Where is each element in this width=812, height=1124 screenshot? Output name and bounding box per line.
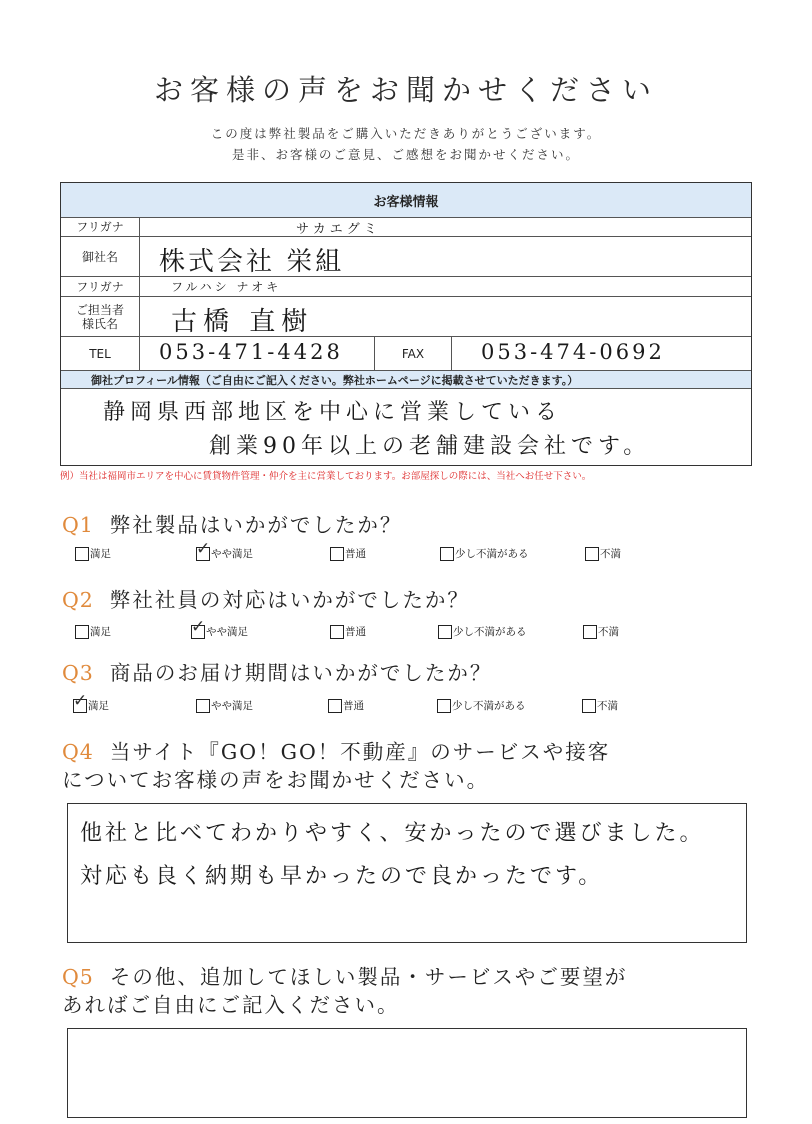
company-name-field[interactable]: 株式会社 栄組 <box>159 247 345 277</box>
q3-option-4[interactable] <box>437 698 526 713</box>
q3-option-2[interactable] <box>196 698 253 713</box>
q2-option-3[interactable] <box>330 624 366 639</box>
q2-option-4-label: 少し不満がある <box>453 626 527 638</box>
check-mark-icon: ✓ <box>191 616 206 637</box>
q3-option-3[interactable] <box>328 698 364 713</box>
checkbox-icon <box>75 625 89 639</box>
q4-answer-box[interactable] <box>67 803 747 943</box>
q4-text-line-1: 当サイト『GO！GO！不動産』のサービスや接客 <box>109 740 611 764</box>
person-label <box>61 297 140 336</box>
checkbox-icon <box>196 699 210 713</box>
q5-answer-box[interactable] <box>67 1028 747 1118</box>
q3-option-3-label: 普通 <box>343 700 364 712</box>
q1-option-5[interactable] <box>585 546 621 561</box>
q3-option-5[interactable] <box>582 698 618 713</box>
q4-text-line-2: についてお客様の声をお聞かせください。 <box>62 768 490 792</box>
company-furigana-field[interactable]: サカエグミ <box>296 222 381 237</box>
checkbox-icon <box>583 625 597 639</box>
checkbox-icon <box>330 547 344 561</box>
q3-option-5-label: 不満 <box>597 700 618 712</box>
checkbox-icon <box>582 699 596 713</box>
fax-label: FAX <box>374 337 452 370</box>
q2-option-5-label: 不満 <box>598 626 619 638</box>
question-1 <box>62 508 402 538</box>
person-furigana-field[interactable]: フルハシ ナオキ <box>171 280 282 294</box>
q2-option-3-label: 普通 <box>345 626 366 638</box>
q3-number: Q3 <box>62 661 94 685</box>
q5-number: Q5 <box>62 965 94 989</box>
fax-field[interactable]: 053-474-0692 <box>481 340 665 364</box>
checkbox-icon <box>196 538 211 561</box>
checkbox-icon <box>440 547 454 561</box>
q5-text-line-2: あればご自由にご記入ください。 <box>62 993 400 1017</box>
q4-answer-line-2: 対応も良く納期も早かったので良かったです。 <box>80 864 604 889</box>
customer-info-form <box>60 182 752 466</box>
person-label-line-1: ご担当者 <box>75 302 124 317</box>
furigana-label: フリガナ <box>61 218 140 236</box>
checkbox-icon <box>438 625 452 639</box>
q1-option-2-label: やや満足 <box>211 548 253 560</box>
page-title: お客様の声をお聞かせください <box>153 73 658 107</box>
person-furigana-row <box>61 276 751 296</box>
q2-option-1-label: 満足 <box>90 626 111 638</box>
q5-text-line-1: その他、追加してほしい製品・サービスやご要望が <box>109 965 628 989</box>
q1-option-1-label: 満足 <box>90 548 111 560</box>
q1-text: 弊社製品はいかがでしたか？ <box>109 513 403 537</box>
checkbox-icon <box>330 625 344 639</box>
tel-field[interactable]: 053-471-4428 <box>159 340 343 364</box>
company-row <box>61 236 751 276</box>
q3-option-1-label: 満足 <box>88 700 109 712</box>
example-note: 例）当社は福岡市エリアを中心に賃貸物件管理・仲介を主に営業しております。お部屋探しの際には、当社へお任せ下さい。 <box>60 471 592 482</box>
person-name-field[interactable]: 古橋 直樹 <box>171 307 314 337</box>
q2-option-2-label: やや満足 <box>206 626 248 638</box>
q1-number: Q1 <box>62 513 94 537</box>
check-mark-icon: ✓ <box>196 538 211 559</box>
company-furigana-row <box>61 217 751 236</box>
profile-line-2: 創業90年以上の老舗建設会社です。 <box>209 434 651 459</box>
tel-label: TEL <box>61 337 140 370</box>
q1-option-4[interactable] <box>440 546 529 561</box>
q2-number: Q2 <box>62 588 94 612</box>
question-3 <box>62 656 492 686</box>
form-header: お客様情報 <box>61 183 751 217</box>
q2-option-5[interactable] <box>583 624 619 639</box>
checkbox-icon <box>328 699 342 713</box>
profile-area[interactable] <box>61 388 751 465</box>
checkbox-icon <box>75 547 89 561</box>
person-furigana-label: フリガナ <box>61 277 140 296</box>
checkbox-icon <box>73 690 88 713</box>
q1-option-3-label: 普通 <box>345 548 366 560</box>
q2-option-1[interactable] <box>75 624 111 639</box>
q2-text: 弊社社員の対応はいかがでしたか？ <box>109 588 470 612</box>
company-label: 御社名 <box>61 237 140 276</box>
q2-option-2[interactable] <box>191 616 248 639</box>
question-5 <box>62 960 627 990</box>
contact-row <box>61 336 751 370</box>
q4-number: Q4 <box>62 740 94 764</box>
q3-option-4-label: 少し不満がある <box>452 700 526 712</box>
q1-option-2[interactable] <box>196 538 253 561</box>
checkbox-icon <box>585 547 599 561</box>
q1-option-3[interactable] <box>330 546 366 561</box>
checkbox-icon <box>191 616 206 639</box>
profile-header: 御社プロフィール情報（ご自由にご記入ください。弊社ホームページに掲載させていただきます。） <box>61 370 751 388</box>
person-label-line-2: 様氏名 <box>81 316 118 331</box>
question-2 <box>62 583 470 613</box>
check-mark-icon: ✓ <box>73 690 88 711</box>
profile-line-1: 静岡県西部地区を中心に営業している <box>103 400 563 425</box>
q3-option-1[interactable] <box>73 690 109 713</box>
q3-option-2-label: やや満足 <box>211 700 253 712</box>
intro-line-1: この度は弊社製品をご購入いただきありがとうございます。 <box>210 126 602 141</box>
intro-line-2: 是非、お客様のご意見、ご感想をお聞かせください。 <box>231 147 580 162</box>
q3-text: 商品のお届け期間はいかがでしたか？ <box>109 661 493 685</box>
person-row <box>61 296 751 336</box>
q1-option-1[interactable] <box>75 546 111 561</box>
q1-option-5-label: 不満 <box>600 548 621 560</box>
q1-option-4-label: 少し不満がある <box>455 548 529 560</box>
q2-option-4[interactable] <box>438 624 527 639</box>
checkbox-icon <box>437 699 451 713</box>
question-4 <box>62 735 610 765</box>
q4-answer-line-1: 他社と比べてわかりやすく、安かったので選びました。 <box>80 821 705 846</box>
